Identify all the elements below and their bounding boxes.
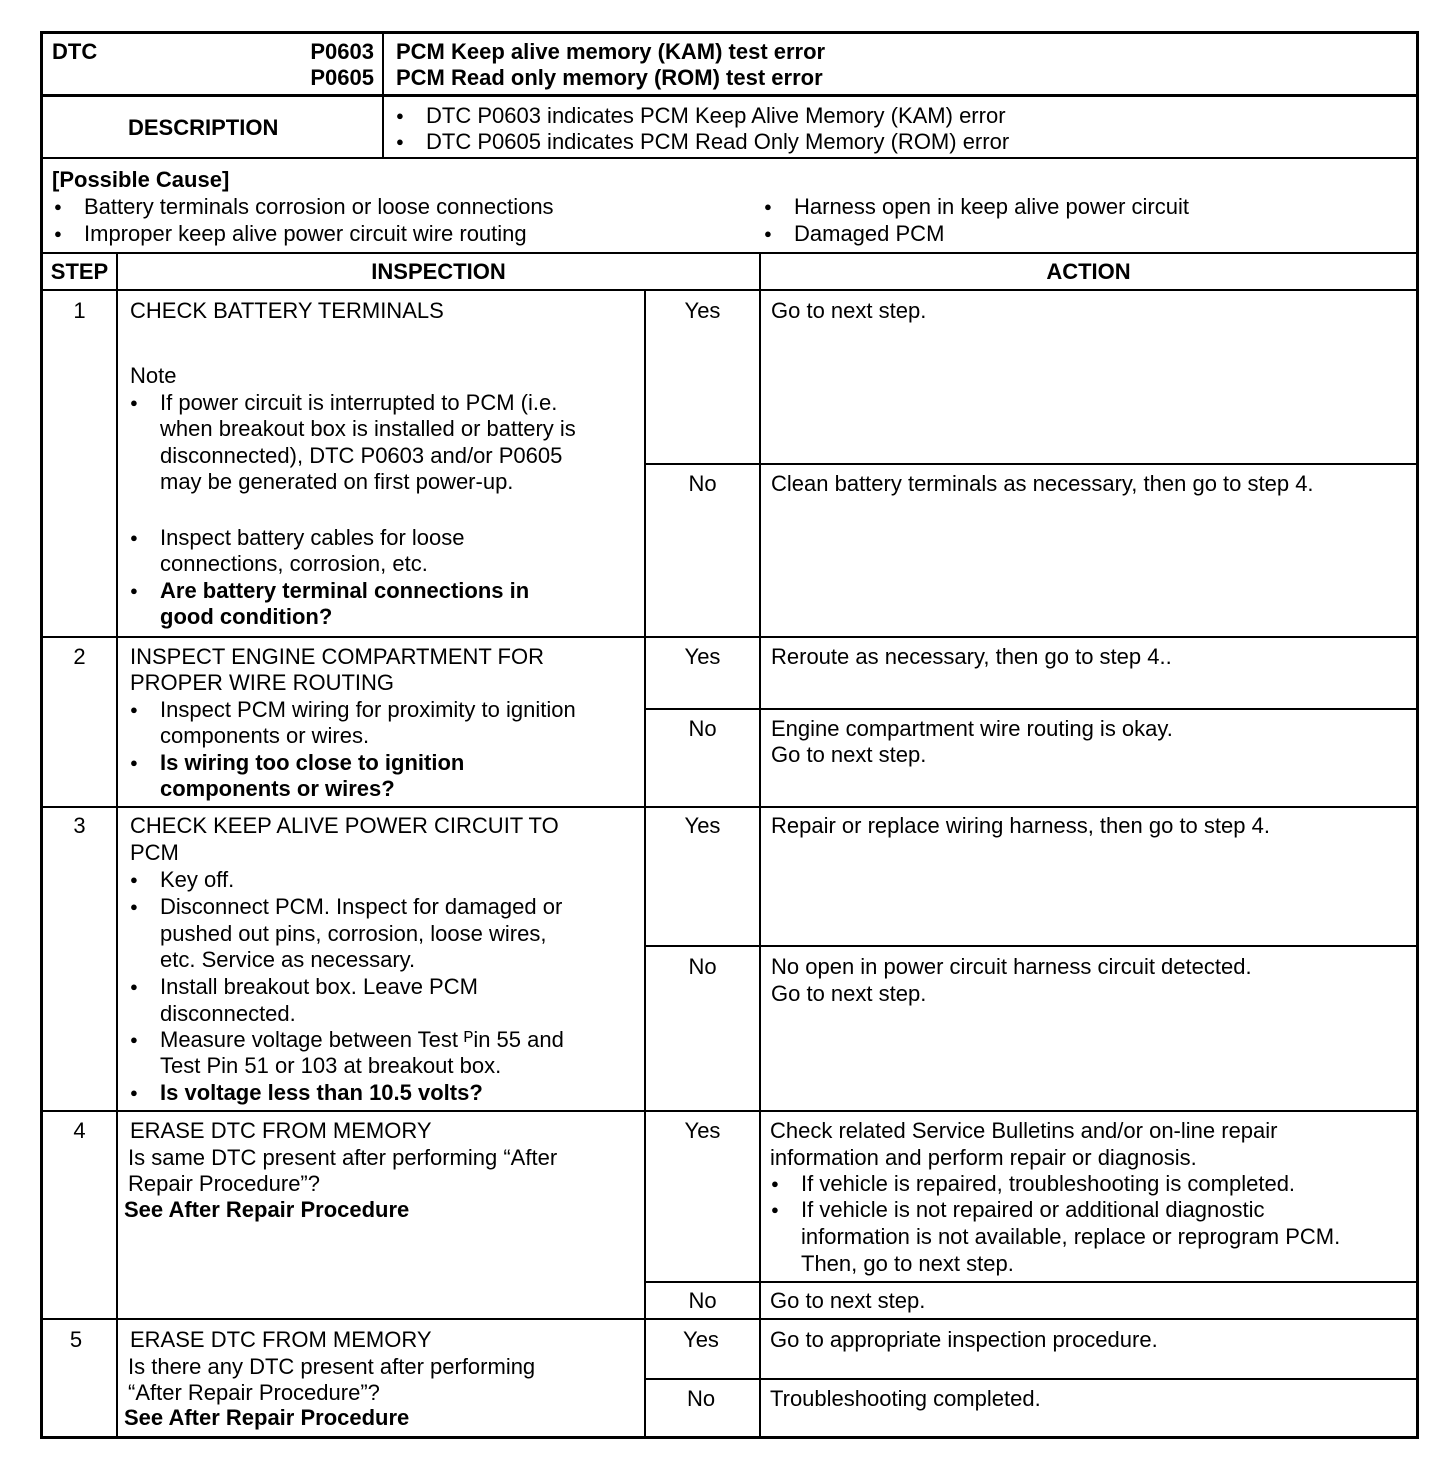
cause-left-1: ● Battery terminals corrosion or loose connections xyxy=(84,194,554,221)
step-3-yes-label: Yes xyxy=(684,813,721,838)
cause-right-1: ● Harness open in keep alive power circuit xyxy=(794,194,1189,221)
cause-left-2: ● Improper keep alive power circuit wire routing xyxy=(84,221,527,248)
step-4-yes-bullet-1: ● If vehicle is repaired, troubleshooting is completed. xyxy=(801,1171,1295,1198)
rule-action-column xyxy=(759,252,761,1439)
step-4-no-action: Go to next step. xyxy=(770,1288,926,1313)
step-1-title: CHECK BATTERY TERMINALS xyxy=(130,298,444,323)
dtc-code-1: P0603 xyxy=(310,39,374,64)
step-4-yes-bullet-2-line-2: information is not available, replace or reprogram PCM. xyxy=(801,1224,1341,1249)
rule-step5-yesno xyxy=(645,1378,1419,1380)
step-4-number: 4 xyxy=(73,1118,86,1143)
step-2-yes-label: Yes xyxy=(684,644,721,669)
step-2-no-action-line-1: Engine compartment wire routing is okay. xyxy=(771,716,1173,741)
column-action: ACTION xyxy=(1046,259,1131,284)
rule-step2-yesno xyxy=(645,708,1419,710)
cause-right-2: ● Damaged PCM xyxy=(794,221,944,248)
step-3-bullet-2-line-3: etc. Service as necessary. xyxy=(160,947,416,972)
step-1-note-line-4: may be generated on first power-up. xyxy=(160,469,514,494)
description-label: DESCRIPTION xyxy=(128,115,279,140)
step-4-see-reference: See After Repair Procedure xyxy=(124,1197,410,1222)
rule-columns-bottom xyxy=(40,289,1419,291)
step-3-bullet-4-line-2: Test Pin 51 or 103 at breakout box. xyxy=(160,1053,502,1078)
step-5-number: 5 xyxy=(69,1327,83,1352)
step-2-yes-action: Reroute as necessary, then go to step 4.. xyxy=(771,644,1172,669)
step-2-bullet-1-line-2: components or wires. xyxy=(160,723,370,748)
step-3-no-action-line-1: No open in power circuit harness circuit detected. xyxy=(771,954,1252,979)
rule-step3-yesno xyxy=(645,945,1419,947)
step-2-bullet-1-line-1: ● Inspect PCM wiring for proximity to ignition xyxy=(160,697,576,724)
step-1-number: 1 xyxy=(73,298,86,323)
step-5-body-line-2: “After Repair Procedure”? xyxy=(128,1380,380,1405)
step-3-bullet-3-line-2: disconnected. xyxy=(160,1001,296,1026)
rule-header-bottom xyxy=(40,94,1419,97)
step-1-bullet-1-line-1: ● Inspect battery cables for loose xyxy=(160,525,465,552)
rule-step1-bottom xyxy=(40,636,1419,638)
step-3-yes-action: Repair or replace wiring harness, then go to step 4. xyxy=(771,813,1270,838)
step-3-bullet-3-line-1: ● Install breakout box. Leave PCM xyxy=(160,974,478,1001)
step-1-yes-action: Go to next step. xyxy=(771,298,927,323)
dtc-title-2: PCM Read only memory (ROM) test error xyxy=(396,65,823,90)
step-1-no-action: Clean battery terminals as necessary, then go to step 4. xyxy=(771,471,1314,496)
rule-cause-bottom xyxy=(40,252,1419,254)
step-2-number: 2 xyxy=(73,644,86,669)
rule-yesno-column xyxy=(644,289,646,1439)
step-3-title-line-1: CHECK KEEP ALIVE POWER CIRCUIT TO xyxy=(130,813,559,838)
step-5-yes-label: Yes xyxy=(683,1327,719,1352)
step-2-question-line-1: ● Is wiring too close to ignition xyxy=(160,750,464,777)
step-3-title-line-2: PCM xyxy=(130,840,179,865)
dtc-label: DTC xyxy=(52,39,98,64)
step-4-body-line-1: Is same DTC present after performing “After xyxy=(128,1145,558,1170)
step-3-bullet-4-line-1: ● Measure voltage between Test ᴾin 55 and xyxy=(160,1027,564,1054)
step-1-no-label: No xyxy=(688,471,717,496)
rule-step4-yesno xyxy=(645,1281,1419,1283)
step-5-body-line-1: Is there any DTC present after performing xyxy=(128,1354,536,1379)
step-3-no-action-line-2: Go to next step. xyxy=(771,981,927,1006)
step-2-no-action-line-2: Go to next step. xyxy=(771,742,927,767)
step-5-see-reference: See After Repair Procedure xyxy=(124,1405,410,1430)
step-1-yes-label: Yes xyxy=(684,298,721,323)
column-inspection: INSPECTION xyxy=(371,259,506,284)
step-4-yes-action-line-2: information and perform repair or diagnosis. xyxy=(770,1145,1197,1170)
column-step: STEP xyxy=(50,259,109,284)
rule-step-column xyxy=(116,252,118,1439)
step-3-bullet-2-line-2: pushed out pins, corrosion, loose wires, xyxy=(160,921,547,946)
rule-step1-yesno xyxy=(645,463,1419,465)
step-4-title: ERASE DTC FROM MEMORY xyxy=(130,1118,432,1143)
step-5-no-action: Troubleshooting completed. xyxy=(770,1386,1041,1411)
step-1-note-line-1: ● If power circuit is interrupted to PCM (i.e. xyxy=(160,390,557,417)
rule-step2-bottom xyxy=(40,806,1419,808)
rule-description-bottom xyxy=(40,157,1419,159)
step-1-note-line-3: disconnected), DTC P0603 and/or P0605 xyxy=(160,443,563,468)
step-4-body-line-2: Repair Procedure”? xyxy=(128,1171,320,1196)
rule-header-divider xyxy=(382,31,384,159)
step-4-yes-bullet-2-line-1: ● If vehicle is not repaired or additional diagnostic xyxy=(801,1197,1265,1224)
step-2-no-label: No xyxy=(688,716,717,741)
step-3-bullet-1: ● Key off. xyxy=(160,867,234,894)
step-1-question-line-2: good condition? xyxy=(160,604,333,629)
step-1-bullet-1-line-2: connections, corrosion, etc. xyxy=(160,551,428,576)
step-1-note-label: Note xyxy=(130,363,177,388)
step-3-number: 3 xyxy=(73,813,86,838)
step-5-no-label: No xyxy=(686,1386,716,1411)
step-4-no-label: No xyxy=(688,1288,717,1313)
possible-cause-label: [Possible Cause] xyxy=(52,167,230,192)
step-3-no-label: No xyxy=(688,954,717,979)
step-3-bullet-2-line-1: ● Disconnect PCM. Inspect for damaged or xyxy=(160,894,562,921)
description-item-2: ● DTC P0605 indicates PCM Read Only Memory (ROM) error xyxy=(426,129,1009,156)
step-2-title-line-2: PROPER WIRE ROUTING xyxy=(130,670,395,695)
dtc-title-1: PCM Keep alive memory (KAM) test error xyxy=(396,39,826,64)
rule-step3-bottom xyxy=(40,1110,1419,1112)
dtc-code-2: P0605 xyxy=(310,65,374,90)
step-4-yes-bullet-2-line-3: Then, go to next step. xyxy=(801,1251,1014,1276)
step-4-yes-action-line-1: Check related Service Bulletins and/or on-line repair xyxy=(770,1118,1278,1143)
step-5-title: ERASE DTC FROM MEMORY xyxy=(130,1327,432,1352)
step-2-question-line-2: components or wires? xyxy=(160,776,395,801)
step-4-yes-label: Yes xyxy=(684,1118,721,1143)
step-3-question: ● Is voltage less than 10.5 volts? xyxy=(160,1080,483,1107)
step-1-note-line-2: when breakout box is installed or battery is xyxy=(160,416,576,441)
step-5-yes-action: Go to appropriate inspection procedure. xyxy=(770,1327,1158,1352)
step-1-question-line-1: ● Are battery terminal connections in xyxy=(160,578,529,605)
description-item-1: ● DTC P0603 indicates PCM Keep Alive Memory (KAM) error xyxy=(426,103,1006,130)
step-2-title-line-1: INSPECT ENGINE COMPARTMENT FOR xyxy=(130,644,544,669)
rule-step4-bottom xyxy=(40,1318,1419,1320)
